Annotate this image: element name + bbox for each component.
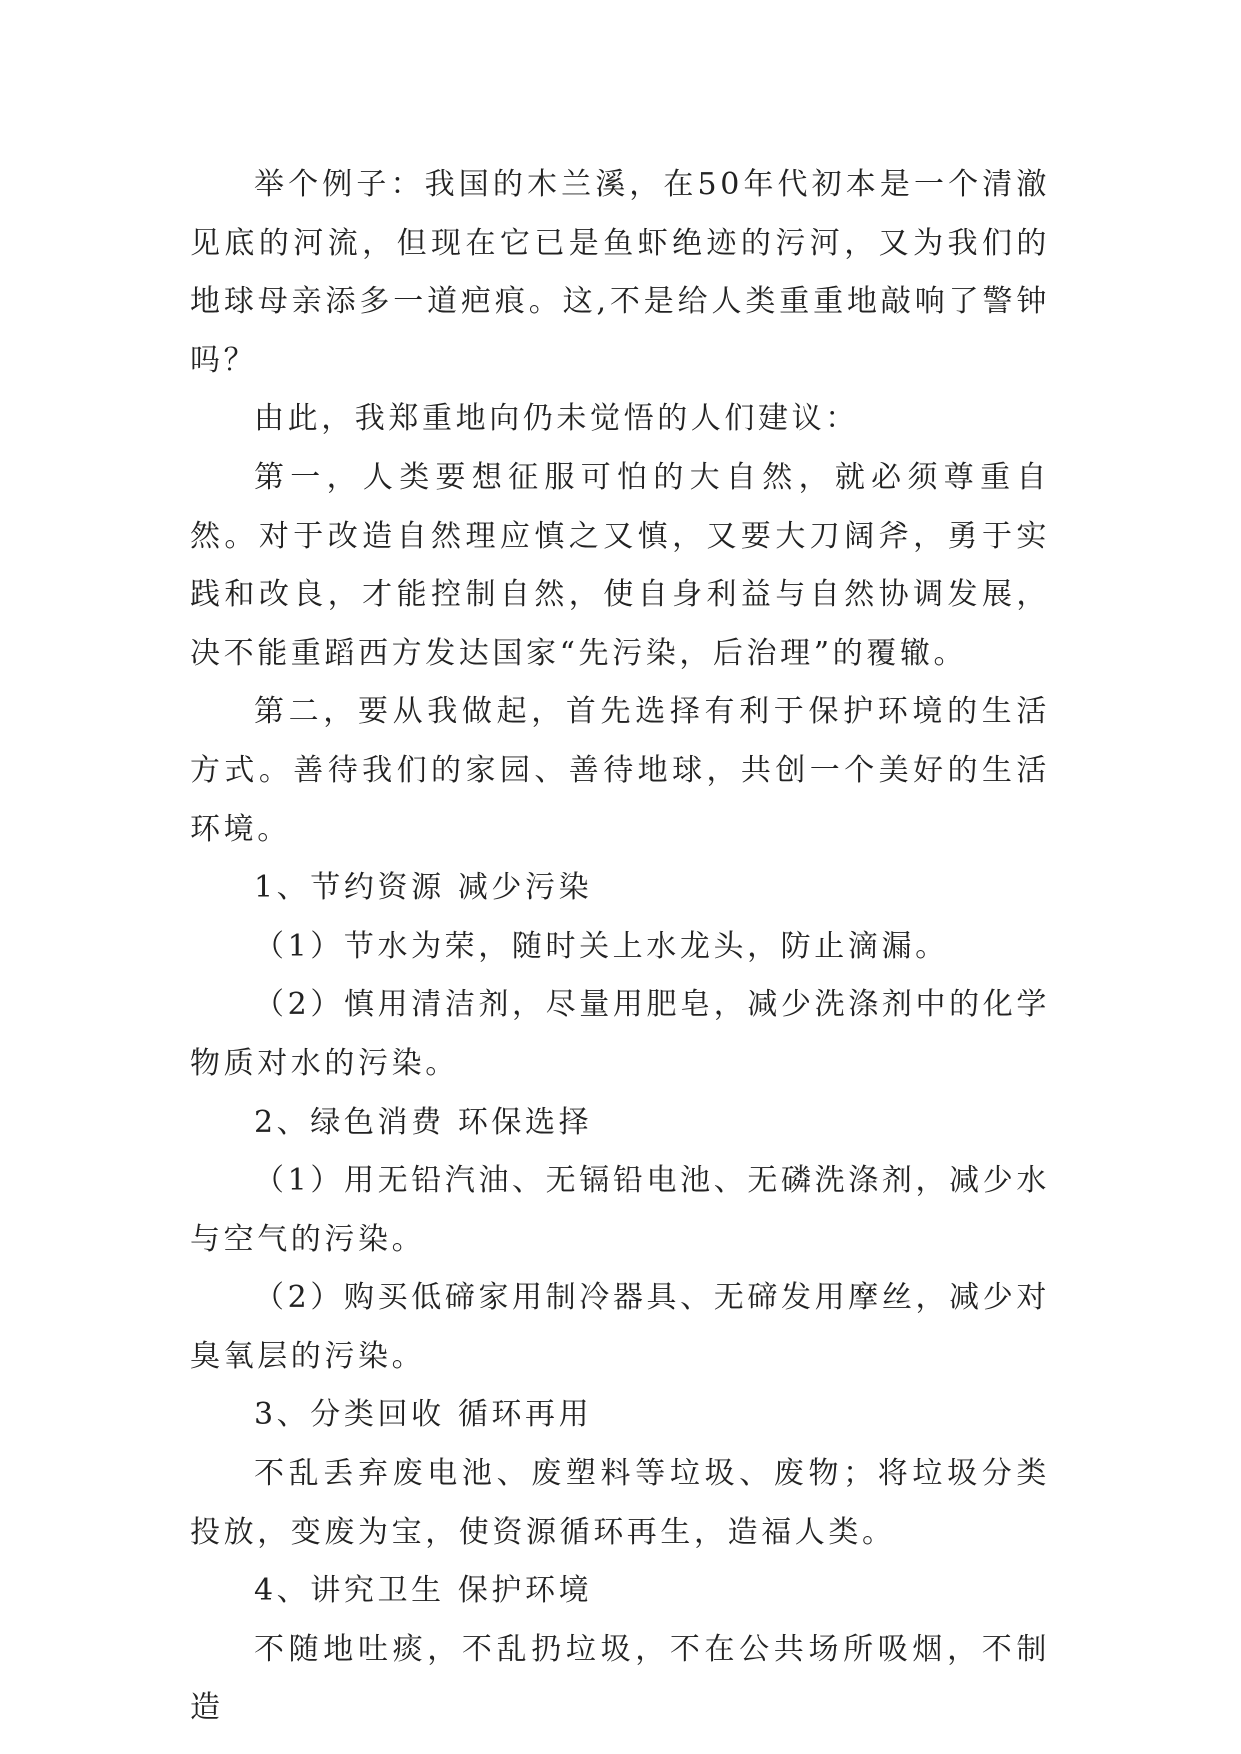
paragraph-second-point: 第二，要从我做起，首先选择有利于保护环境的生活方式。善待我们的家园、善待地球，共创一个美好的生活环境。	[190, 694, 1050, 847]
paragraph-item-3: 不乱丢弃废电池、废塑料等垃圾、废物；将垃圾分类投放，变废为宝，使资源循环再生，造福人类。	[190, 1456, 1050, 1550]
heading-item-4: 4、讲究卫生 保护环境	[254, 1573, 593, 1609]
paragraph-suggestion-intro: 由此，我郑重地向仍未觉悟的人们建议：	[254, 401, 859, 437]
paragraph-first-point: 第一，人类要想征服可怕的大自然，就必须尊重自然。对于改造自然理应慎之又慎，又要大刀阔斧，勇于实践和改良，才能控制自然，使自身利益与自然协调发展，决不能重蹈西方发达国家“先污染，后治理”的覆辙。	[190, 459, 1050, 671]
paragraph-example: 举个例子：我国的木兰溪，在50年代初本是一个清澈见底的河流，但现在它已是鱼虾绝迹的污河，又为我们的地球母亲添多一道疤痕。这,不是给人类重重地敲响了警钟吗？	[190, 167, 1050, 378]
list-item-1-2: （2）慎用清洁剂，尽量用肥皂，减少洗涤剂中的化学物质对水的污染。	[190, 987, 1050, 1081]
document-body	[190, 156, 1050, 1738]
heading-item-3: 3、分类回收 循环再用	[254, 1397, 593, 1433]
heading-item-2: 2、绿色消费 环保选择	[254, 1104, 593, 1140]
list-item-2-2: （2）购买低碲家用制冷器具、无碲发用摩丝，减少对臭氧层的污染。	[190, 1280, 1050, 1374]
list-item-1-1: （1）节水为荣，随时关上水龙头，防止滴漏。	[254, 928, 949, 964]
list-item-2-1: （1）用无铅汽油、无镉铅电池、无磷洗涤剂，减少水与空气的污染。	[190, 1163, 1050, 1257]
paragraph-item-4: 不随地吐痰，不乱扔垃圾，不在公共场所吸烟，不制造	[190, 1631, 1050, 1726]
heading-item-1: 1、节约资源 减少污染	[254, 870, 593, 906]
